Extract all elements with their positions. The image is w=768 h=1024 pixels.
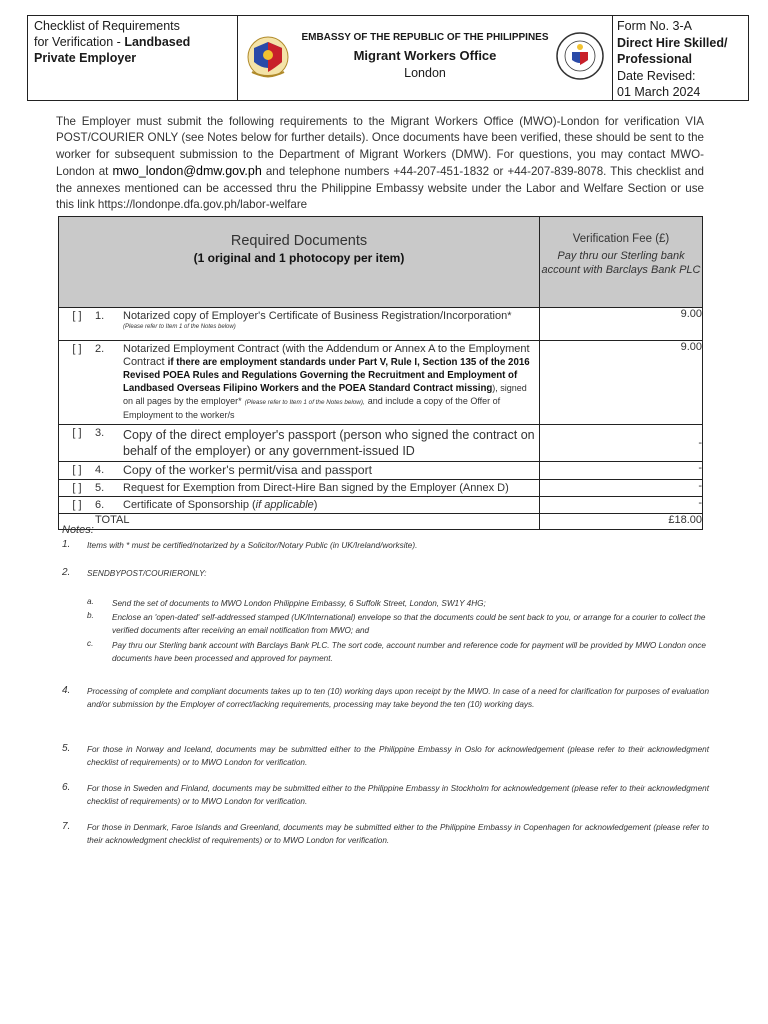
- intro-text-2: and telephone numbers +44-207-451-1832 or +44-207-839-8078. This checklist and the annexes mentioned can be accessed thru the Philippine Embassy website under the Labor and Welfare Section or use this link https://londonpe.dfa.gov.ph/labor-welfare: [56, 165, 705, 212]
- item-number: 6.: [95, 499, 105, 511]
- item-text-c: and include a copy of the Offer of Employment to the worker/s: [123, 396, 501, 420]
- checklist-title: [28, 16, 238, 100]
- fee-subtitle: Pay thru our Sterling bank account with Barclays Bank PLC: [541, 250, 701, 276]
- notes-title: Notes:: [62, 524, 94, 536]
- item-text: Request for Exemption from Direct-Hire Ban signed by the Employer (Annex D): [123, 482, 509, 494]
- checkbox-4[interactable]: [ ]: [72, 464, 82, 476]
- item-text: Certificate of Sponsorship (: [123, 499, 256, 511]
- item-text-end: ): [313, 499, 318, 511]
- form-type-1: Direct Hire Skilled/: [617, 35, 728, 50]
- item-fee: -: [540, 480, 703, 497]
- header-subtitle: (1 original and 1 photocopy per item): [193, 251, 405, 265]
- item-number: 4.: [95, 464, 105, 476]
- item-text-bold: if there are employment standards under Part V, Rule I, Section 135 of the 2016 Revised POEA Rules and Regulations Governing the Recruitment and Employment of Landbased Overseas Filipino Workers and the POEA Standard Contract missing: [123, 357, 530, 394]
- embassy-name: EMBASSY OF THE REPUBLIC OF THE PHILIPPINES: [301, 32, 549, 43]
- item-fee: -: [540, 462, 703, 480]
- office-city: London: [404, 66, 446, 80]
- item-text: Notarized copy of Employer's Certificate of Business Registration/Incorporation*: [123, 310, 512, 322]
- fee-title: Verification Fee (£): [572, 233, 670, 245]
- requirements-table: [58, 216, 703, 530]
- note-7: For those in Denmark, Faroe Islands and Greenland, documents may be submitted either to the Philippine Embassy in Copenhagen for acknowledgement (please refer to their acknowledgment checklist of requirements) or to MWO London for verification.: [87, 823, 709, 845]
- note-2c: Pay thru our Sterling bank account with Barclays Bank PLC. The sort code, account number and reference code for payment will be provided by MWO London once documents have been processed and approved for payment.: [112, 641, 706, 663]
- table-row: [59, 341, 703, 425]
- note-6: For those in Sweden and Finland, documents may be submitted either to the Philippine Embassy in Stockholm for acknowledgement (please refer to their acknowledgment checklist of requirements) or to MWO London for verification.: [87, 784, 709, 806]
- header-title: Required Documents: [230, 233, 368, 249]
- item-fee: 9.00: [540, 308, 703, 341]
- item-fee: -: [540, 497, 703, 514]
- form-info: [612, 16, 750, 100]
- total-label: TOTAL: [59, 514, 540, 530]
- title-line-2a: for Verification -: [34, 35, 125, 49]
- note-number: 6.: [62, 782, 71, 793]
- item-text: Copy of the worker's permit/visa and passport: [123, 463, 373, 477]
- checkbox-3[interactable]: [ ]: [72, 427, 82, 439]
- note-5: For those in Norway and Iceland, documents may be submitted either to the Philippine Embassy in Oslo for acknowledgement (please refer to their acknowledgment checklist of requirements) or to MWO London for verification.: [87, 745, 709, 767]
- checkbox-6[interactable]: [ ]: [72, 499, 82, 511]
- item-text-b: ), signed on all pages by the employer*: [123, 383, 527, 406]
- note-number: 1.: [62, 539, 71, 550]
- checkbox-5[interactable]: [ ]: [72, 482, 82, 494]
- item-number: 3.: [95, 427, 105, 439]
- date-label: Date Revised:: [617, 68, 696, 83]
- note-letter: c.: [87, 639, 94, 648]
- item-number: 2.: [95, 343, 105, 355]
- title-line-3: Private Employer: [34, 51, 137, 65]
- verification-fee-header: [540, 217, 703, 308]
- title-line-2: [34, 34, 231, 50]
- item-fee: -: [540, 425, 703, 462]
- note-4: Processing of complete and compliant documents takes up to ten (10) working days upon receipt by the MWO. In case of a need for clarification for purposes of evaluation and/or submission by the Employer of correct/lacking requirements, processing may take beyond the ten (10) working days.: [87, 687, 709, 709]
- item-text-italic: if applicable: [255, 499, 314, 511]
- item-fee: 9.00: [540, 341, 703, 425]
- table-row: [59, 480, 703, 497]
- total-fee: £18.00: [540, 514, 703, 530]
- intro-paragraph: [56, 114, 704, 213]
- date-revised: 01 March 2024: [617, 85, 701, 99]
- embassy-block: [238, 16, 612, 100]
- table-row: [59, 425, 703, 462]
- note-number: 7.: [62, 821, 71, 832]
- form-header: [27, 15, 749, 101]
- title-line-1: Checklist of Requirements: [34, 19, 180, 33]
- note-number: 4.: [62, 685, 71, 696]
- table-row: [59, 462, 703, 480]
- note-number: 5.: [62, 743, 71, 754]
- note-2a: Send the set of documents to MWO London Philippine Embassy, 6 Suffolk Street, London, SW1Y 4HG;: [112, 599, 486, 608]
- form-type-2: Professional: [617, 52, 693, 66]
- item-text: Copy of the direct employer's passport (person who signed the contract on behalf of the employer) or any government-issued ID: [123, 428, 535, 458]
- item-number: 1.: [95, 310, 105, 322]
- intro-text-1: The Employer must submit the following requirements to the Migrant Workers Office (MWO)-London for verification VIA POST/COURIER ONLY (see Notes below for further details). Once documents have been verified, these should be sent to the worker for subsequent submission to the Department of Migrant Workers (DMW). For questions, you may contact MWO-London at: [56, 115, 704, 179]
- required-documents-header: [59, 217, 540, 308]
- form-number: Form No. 3-A: [617, 19, 693, 33]
- item-note: (Please refer to Item 1 of the Notes below),: [244, 399, 365, 406]
- philippine-coat-of-arms-icon: [242, 30, 294, 82]
- note-1: Items with * must be certified/notarized by a Solicitor/Notary Public (in UK/Ireland/worksite).: [87, 541, 418, 550]
- note-letter: b.: [87, 611, 94, 620]
- note-letter: a.: [87, 597, 94, 606]
- note-number: 2.: [62, 567, 71, 578]
- item-number: 5.: [95, 482, 105, 494]
- contact-email[interactable]: mwo_london@dmw.gov.ph: [112, 164, 262, 179]
- note-2: SENDBYPOST/COURIERONLY:: [87, 569, 207, 578]
- table-row: [59, 308, 703, 341]
- checkbox-1[interactable]: [ ]: [72, 310, 82, 322]
- title-line-2b: Landbased: [124, 35, 191, 49]
- office-name: Migrant Workers Office: [353, 48, 497, 63]
- checkbox-2[interactable]: [ ]: [72, 343, 82, 355]
- item-text: Notarized Employment Contract (with the Addendum or Annex A to the Employment Contract: [123, 343, 530, 368]
- dmw-seal-icon: [554, 30, 606, 82]
- note-2b: Enclose an 'open-dated' self-addressed stamped (UK/International) envelope so that the documents could be sent back to you, or arrange for a courier to collect the verified documents after receiving an email notification from MWO; and: [112, 613, 706, 635]
- item-note: (Please refer to Item 1 of the Notes below): [123, 324, 236, 330]
- table-row: [59, 497, 703, 514]
